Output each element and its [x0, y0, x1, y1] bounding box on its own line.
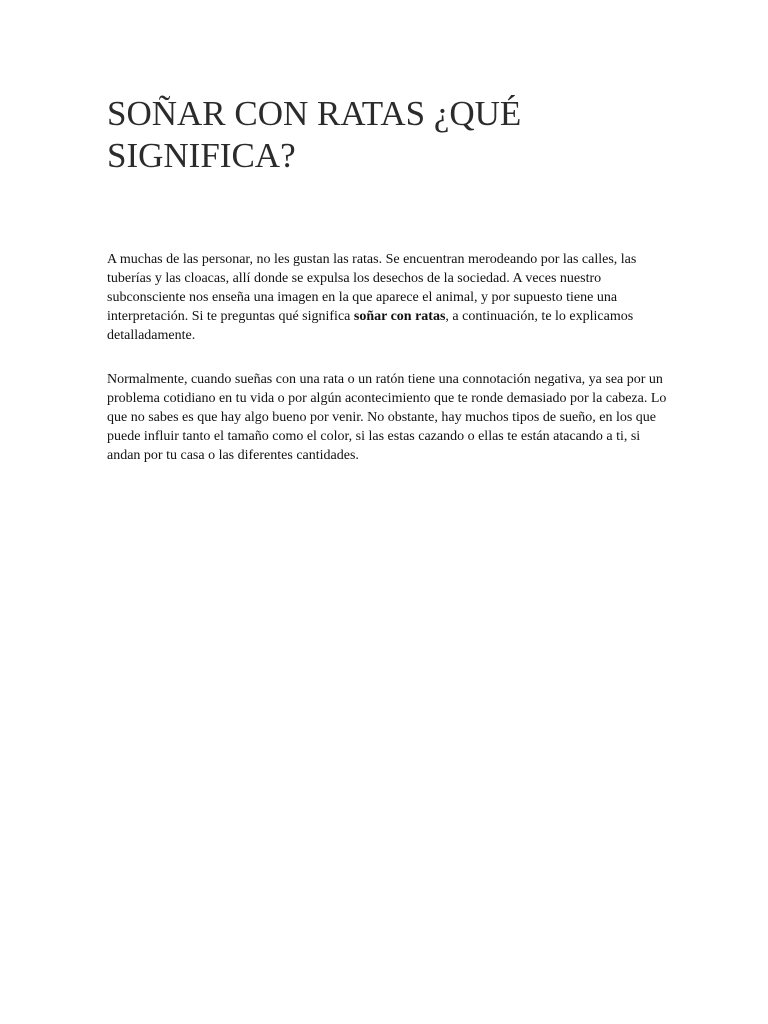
intro-bold-phrase: soñar con ratas	[353, 309, 446, 324]
document-title: SOÑAR CON RATAS ¿QUÉ SIGNIFICA?	[107, 94, 522, 175]
body-paragraph: Normalmente, cuando sueñas con una rata o un ratón tiene una connotación negativa, ya sea por un problema cotidiano en tu vida o por algún acontecimiento que te ronde demasiado por la cabeza. Lo que no sabes es que hay algo bueno por venir. No obstante, hay muchos tipos de sueño, en los que puede influir tanto el tamaño como el color, si las estas cazando o ellas te están atacando a ti, si andan por tu casa o las diferentes cantidades.	[107, 372, 667, 463]
intro-text-end: , a continuación, te lo explicamos detalladamente.	[107, 309, 634, 343]
intro-paragraph	[107, 250, 667, 345]
intro-text-start: A muchas de las personar, no les gustan las ratas. Se encuentran merodeando por las calles, las tuberías y las cloacas, allí donde se expulsa los desechos de la sociedad. A veces nuestro subconsciente nos enseña una imagen en la que aparece el animal, y por supuesto tiene una interpretación. Si te preguntas qué significa	[107, 252, 637, 324]
